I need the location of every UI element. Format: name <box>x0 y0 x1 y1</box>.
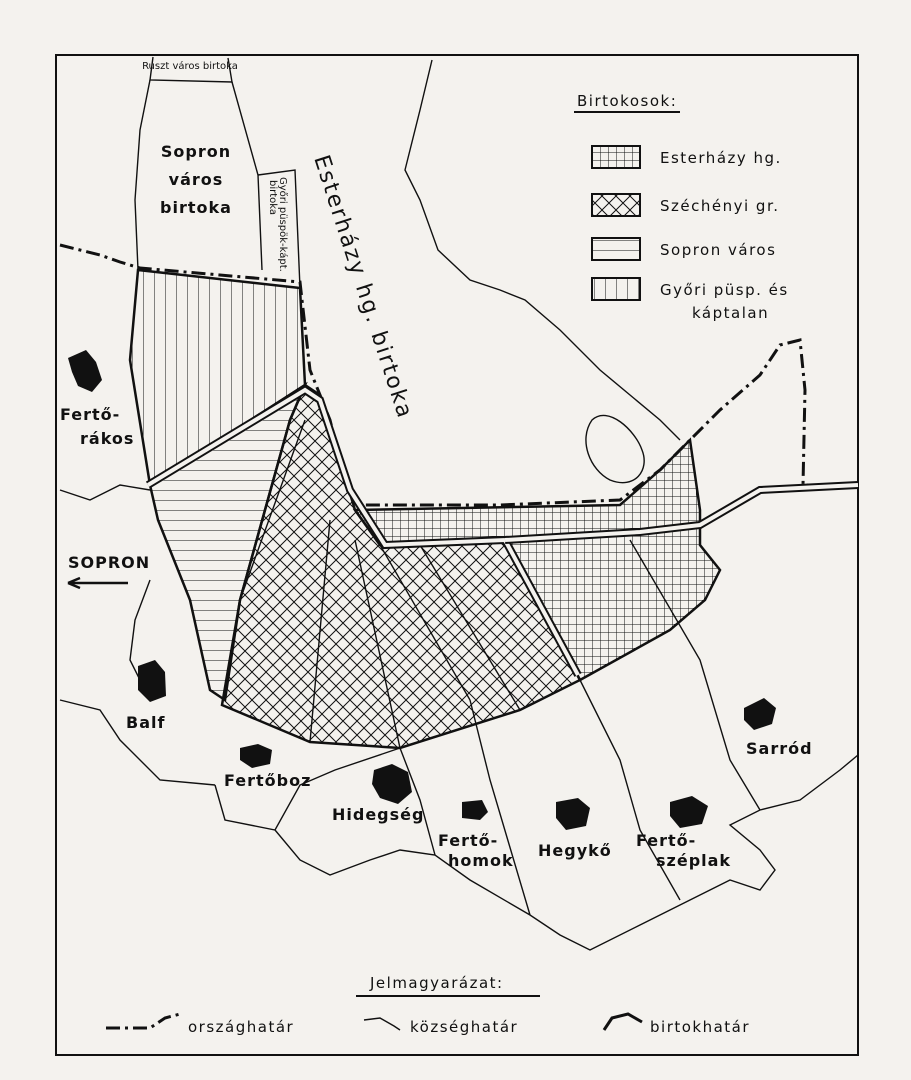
village-name: Hidegség <box>332 805 425 824</box>
sopron-estate-line1: Sopron <box>160 142 232 161</box>
village-name: Fertő- <box>636 831 697 850</box>
village-icon <box>68 350 102 392</box>
village-hidegseg <box>332 764 424 824</box>
village-name: Fertőboz <box>224 771 312 790</box>
legend-line-thin <box>364 1018 400 1030</box>
village-name: széplak <box>656 851 732 870</box>
village-icon <box>556 798 590 830</box>
sopron-estate-line3: birtoka <box>160 198 232 217</box>
village-name: Fertő- <box>438 831 499 850</box>
line-legend <box>106 974 750 1036</box>
legend-line-thick <box>604 1014 642 1030</box>
swatch-grid <box>592 146 640 168</box>
village-icon <box>240 744 272 768</box>
swatch-crosshatch <box>592 194 640 216</box>
gyor-estate-line1: Győri püspök-kápt. <box>277 177 288 272</box>
left-arrow-icon <box>68 578 128 588</box>
legend-line-dash-dot <box>106 1014 180 1028</box>
owner-label-esterhazy: Esterházy hg. <box>660 149 782 167</box>
esterhazy-estate-label: Esterházy hg. birtoka <box>308 152 418 423</box>
village-icon <box>462 800 488 820</box>
village-icon <box>372 764 412 804</box>
legend-label-border: országhatár <box>188 1018 295 1036</box>
village-name: Hegykő <box>538 841 612 860</box>
sopron-direction-label: SOPRON <box>68 553 151 572</box>
village-name: Fertő- <box>60 405 121 424</box>
owner-label-gyor-2: káptalan <box>692 304 770 322</box>
owner-label-sopron: Sopron város <box>660 241 777 259</box>
village-icon <box>670 796 708 828</box>
village-icon <box>744 698 776 730</box>
village-hegyko <box>538 798 612 860</box>
owners-legend <box>574 92 789 322</box>
legend-label-municipal: községhatár <box>410 1018 519 1036</box>
swatch-vertical <box>592 278 640 300</box>
village-icon <box>138 660 166 702</box>
sopron-estate-line2: város <box>168 170 224 189</box>
village-name: homok <box>448 851 514 870</box>
village-sarrod <box>744 698 813 758</box>
village-name: Sarród <box>746 739 813 758</box>
village-fertoboz <box>224 744 311 790</box>
legend-label-estate: birtokhatár <box>650 1018 751 1036</box>
gyor-estate-line2: birtoka <box>267 180 278 216</box>
village-name: Balf <box>126 713 166 732</box>
owner-label-gyor: Győri püsp. és <box>660 281 789 299</box>
owner-label-szechenyi: Széchényi gr. <box>660 197 780 215</box>
legend-title: Jelmagyarázat: <box>370 974 504 992</box>
rust-label: Ruszt város birtoka <box>142 61 238 72</box>
village-name: rákos <box>80 429 135 448</box>
swatch-horizontal <box>592 238 640 260</box>
village-fertohomok <box>438 800 514 870</box>
lake-island <box>586 415 644 482</box>
village-fertoszeplak <box>636 796 731 870</box>
village-fertorakos <box>60 350 134 448</box>
owners-legend-title: Birtokosok: <box>577 92 678 110</box>
village-balf <box>126 660 166 732</box>
